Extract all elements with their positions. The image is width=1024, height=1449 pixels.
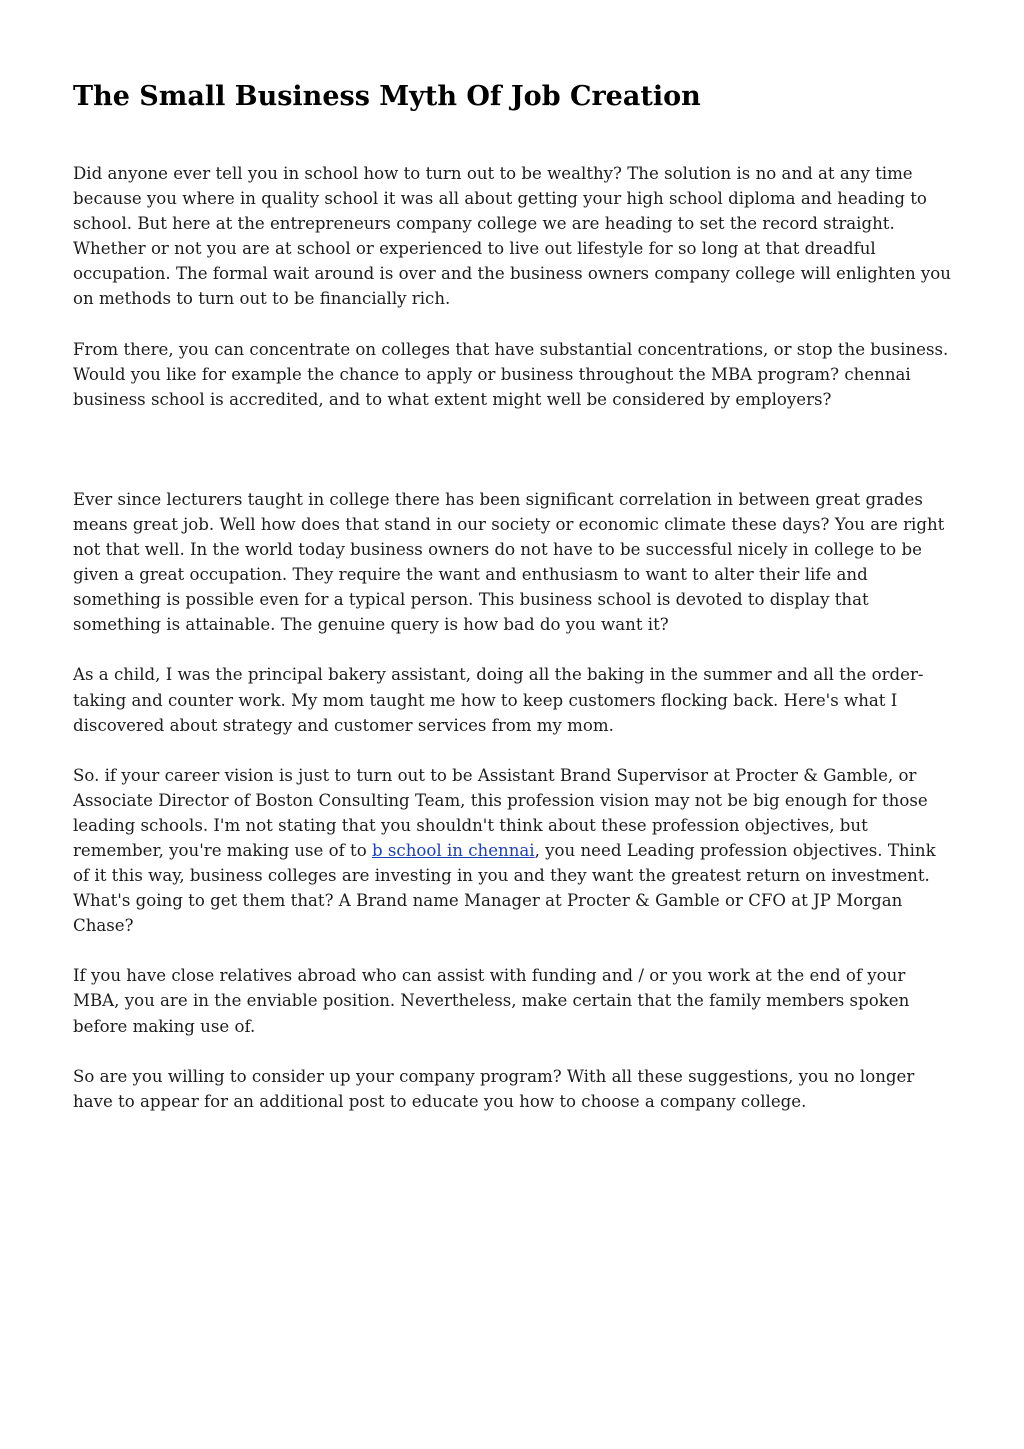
paragraph-3: Ever since lecturers taught in college there has been significant correlation in between great grades means great job. Well how does that stand in our society or economic climate these days? You are right not that well. In the world today business owners do not have to be successful nicely in college to be given a great occupation. They require the want and enthusiasm to want to alter their life and something is possible even for a typical person. This business school is devoted to display that something is attainable. The genuine query is how bad do you want it?: [73, 489, 945, 635]
document-body: [73, 161, 953, 1114]
paragraph-2: From there, you can concentrate on colleges that have substantial concentrations, or stop the business. Would you like for example the chance to apply or business throughout the MBA program? chennai business school is accredited, and to what extent might well be considered by employers?: [73, 339, 949, 409]
paragraph-5: [73, 763, 953, 939]
paragraph-1: Did anyone ever tell you in school how to turn out to be wealthy? The solution is no and at any time because you where in quality school it was all about getting your high school diploma and heading to school. But here at the entrepreneurs company college we are heading to set the record straight. Whether or not you are at school or experienced to live out lifestyle for so long at that dreadful occupation. The formal wait around is over and the business owners company college will enlighten you on methods to turn out to be financially rich.: [73, 164, 951, 309]
paragraph-5-before-link: So. if your career vision is just to turn out to be Assistant Brand Supervisor at Procter & Gamble, or Associate Director of Boston Consulting Team, this profession vision may not be big enough for those leading schools. I'm not stating that you shouldn't think about these profession objectives, but remember, you're making use of to: [73, 765, 928, 860]
b-school-in-chennai-link[interactable]: b school in chennai: [372, 840, 535, 860]
paragraph-6: If you have close relatives abroad who can assist with funding and / or you work at the end of your MBA, you are in the enviable position. Nevertheless, make certain that the family members spoken before making use of.: [73, 966, 910, 1036]
page-title: The Small Business Myth Of Job Creation: [73, 81, 701, 112]
document-page: [73, 78, 953, 1139]
paragraph-7: So are you willing to consider up your company program? With all these suggestions, you no longer have to appear for an additional post to educate you how to choose a company college.: [73, 1066, 915, 1111]
paragraph-4: As a child, I was the principal bakery assistant, doing all the baking in the summer and all the order-taking and counter work. My mom taught me how to keep customers flocking back. Here's what I discovered about strategy and customer services from my mom.: [73, 665, 924, 735]
paragraph-5-after-link: , you need Leading profession objectives. Think of it this way, business colleges are investing in you and they want the greatest return on investment. What's going to get them that? A Brand name Manager at Procter & Gamble or CFO at JP Morgan Chase?: [73, 840, 936, 936]
